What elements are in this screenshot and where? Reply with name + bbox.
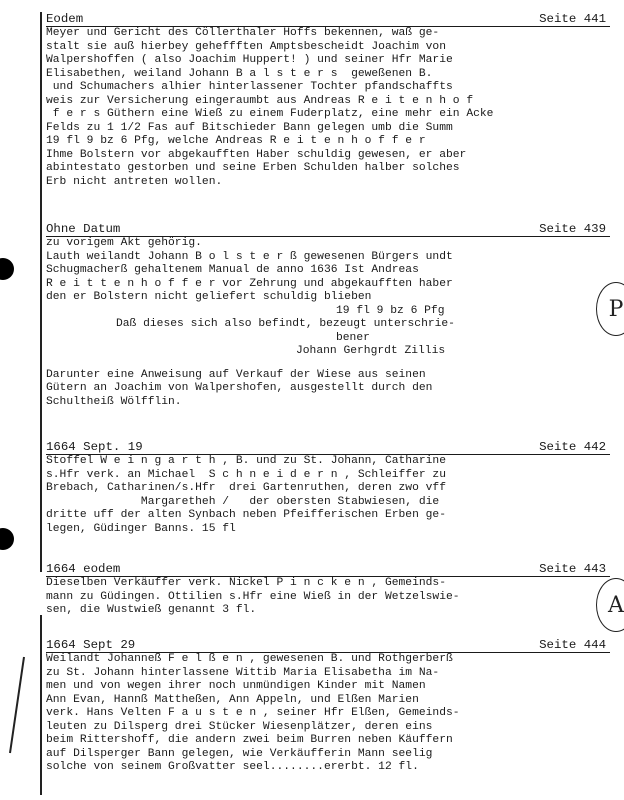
text-line: mann zu Güdingen. Ottilien s.Hfr eine Wieß in der Wetzelswie- [46,590,460,603]
entry-page-ref: Seite 444 [539,638,606,652]
text-line: auf Dilsperger Bann gelegen, wie Verkäufferin Mann seelig [46,747,433,760]
header-rule [46,652,610,653]
text-line: Margaretheh / der obersten Stabwiesen, die [46,495,440,508]
entry-page-ref: Seite 441 [539,12,606,26]
entry-header [36,440,610,455]
text-line: Felds zu 1 1/2 Fas auf Bitschieder Bann gelegen umb die Summ [46,121,453,134]
entry-header [36,222,610,237]
text-line: Lauth weilandt Johann B o l s t e r ß gewesenen Bürgers undt [46,250,453,263]
entry-page-ref: Seite 442 [539,440,606,454]
text-line: legen, Güdinger Banns. 15 fl [46,522,236,535]
entry [36,440,610,536]
note-line: Schultheiß Wölfflin. [46,395,182,408]
text-line: zu vorigem Akt gehörig. [46,237,202,249]
text-line: zu St. Johann hinterlassene Wittib Maria Elisabetha im Na- [46,666,440,679]
entry-date: Eodem [46,12,84,26]
entry [36,638,610,775]
entry-header [36,638,610,653]
punch-hole [0,528,14,550]
text-line: Brebach, Catharinen/s.Hfr drei Gartenruthen, deren zwo vff [46,482,446,494]
entry-date: Ohne Datum [46,222,121,236]
closing-line: bener [336,331,370,344]
text-line: f e r s Güthern eine Wieß zu einem Fuderplatz, eine mehr ein Acke [46,108,494,120]
text-line: Weilandt Johanneß F e l ß e n , gewesenen B. und Rothgerberß [46,653,453,665]
entry-header [36,562,610,577]
text-line: beim Rittershoff, die andern zwei beim Burren neben Käuffern [46,734,453,746]
entry-date: 1664 Sept 29 [46,638,136,652]
margin-mark-letter: P [608,296,624,322]
text-line: abintestato gestorben und seine Erben Schulden halber solches [46,162,460,174]
text-line: Schugmacherß gehaltenem Manual de anno 1636 Ist Andreas [46,264,419,276]
text-line: Ihme Bolstern vor abgekaufften Haber schuldig gewesen, er aber [46,148,467,161]
entry-page-ref: Seite 439 [539,222,606,236]
margin-mark-letter: A [608,592,624,618]
text-line: s.Hfr verk. an Michael S c h n e i d e r n , Schleiffer zu [46,468,446,481]
text-line: Meyer und Gericht des Cöllerthaler Hoffs bekennen, waß ge- [46,27,440,39]
signature: Johann Gerhgrdt Zillis [296,345,446,357]
text-line: weis zur Versicherung eingeraumbt aus Andreas R e i t e n h o f [46,94,474,107]
text-line: Ann Evan, Hannß Mattheßen, Ann Appeln, und Elßen Marien [46,693,419,706]
note-line: Gütern an Joachim von Walpershofen, ausgestellt durch den [46,382,433,394]
text-line: Elisabethen, weiland Johann B a l s t e r s geweßenen B. [46,67,433,80]
text-line: verk. Hans Velten F a u s t e n , seiner Hfr Elßen, Gemeinds- [46,707,460,719]
text-line: und Schumachers alhier hinterlassener Tochter pfandschaffts [46,81,453,93]
text-line: sen, die Wustwieß genannt 3 fl. [46,604,257,616]
header-rule [46,576,610,577]
header-rule [46,454,610,455]
entry-date: 1664 eodem [46,562,121,576]
text-line: Erb nicht antreten wollen. [46,175,223,188]
text-line: Walpershoffen ( also Joachim Huppert! ) und seiner Hfr Marie [46,54,453,66]
text-line: Dieselben Verkäuffer verk. Nickel P i n c k e n , Gemeinds- [46,577,446,589]
entry [36,12,610,189]
closing-line: Daß dieses sich also befindt, bezeugt unterschrie- [116,318,455,330]
entry [36,562,610,618]
text-line: leuten zu Dilsperg drei Stücker Wiesenplätzer, deren eins [46,720,433,733]
header-rule [46,236,610,237]
header-rule [46,26,610,27]
margin-slash-mark [6,655,28,755]
entry-page-ref: Seite 443 [539,562,606,576]
text-line: Stoffel W e i n g a r t h , B. und zu St. Johann, Catharine [46,455,446,467]
text-line: dritte uff der alten Synbach neben Pfeifferischen Erben ge- [46,509,446,521]
text-line: den er Bolstern nicht geliefert schuldig blieben [46,291,372,303]
spacer [36,359,610,369]
note-line: Darunter eine Anweisung auf Verkauf der Wiese aus seinen [46,368,426,381]
text-line: men und von wegen ihrer noch unmündigen Kinder mit Namen [46,680,426,692]
entry-header [36,12,610,27]
text-line: 19 fl 9 bz 6 Pfg, welche Andreas R e i t e n h o f f e r [46,135,426,147]
amount-line: 19 fl 9 bz 6 Pfg [336,304,445,317]
text-line: solche von seinem Großvatter seel........ererbt. 12 fl. [46,761,419,773]
text-line: stalt sie auß hierbey geheffften Amptsbescheidt Joachim von [46,40,446,53]
entry [36,222,610,409]
text-line: R e i t t e n h o f f e r vor Zehrung und abgekaufften haber [46,277,453,290]
entry-date: 1664 Sept. 19 [46,440,143,454]
punch-hole [0,258,14,280]
